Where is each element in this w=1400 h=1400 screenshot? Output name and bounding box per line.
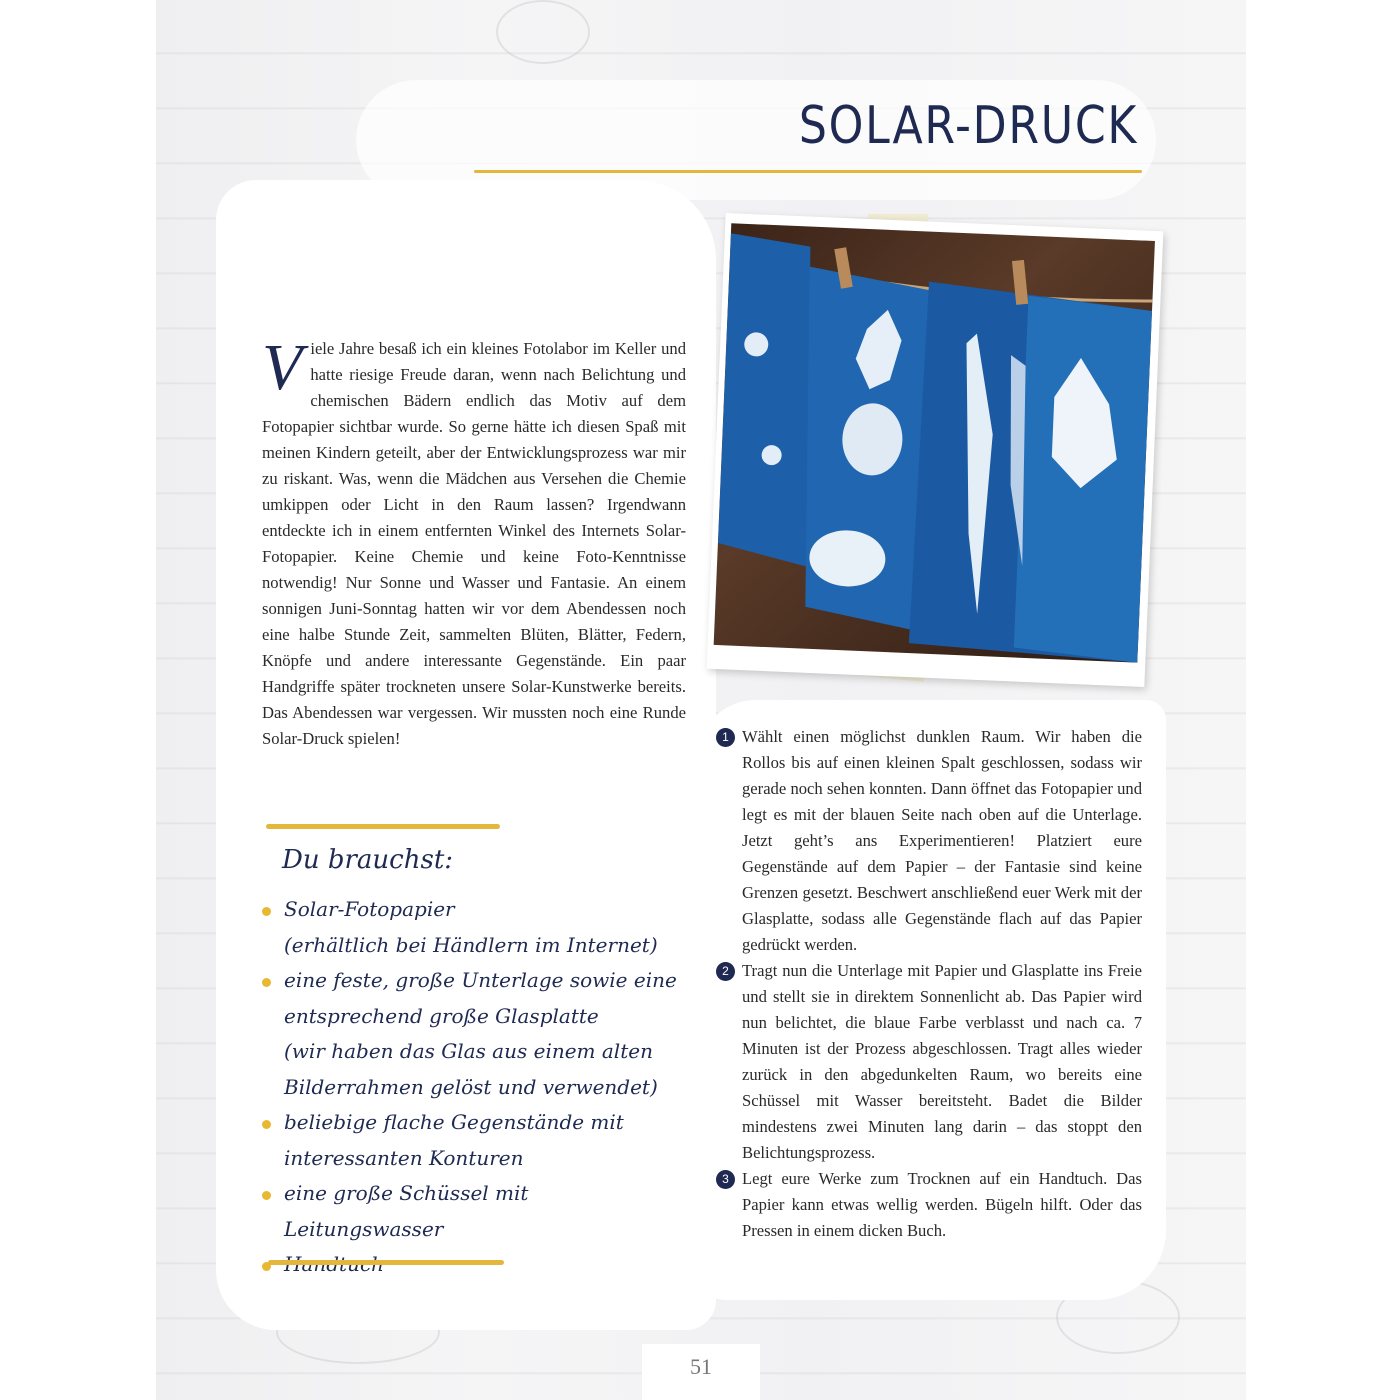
page-number-box — [642, 1344, 760, 1400]
list-item: eine große Schüssel mit Leitungswasser — [260, 1176, 680, 1247]
bullet-dot — [262, 907, 271, 916]
wood-knot — [496, 0, 590, 64]
cyanotype-prints-illustration — [714, 223, 1155, 662]
materials-list — [260, 892, 680, 1283]
step-number-badge: 2 — [716, 962, 735, 981]
step-number-badge: 3 — [716, 1170, 735, 1189]
intro-paragraph — [262, 331, 686, 752]
bullet-dot — [262, 978, 271, 987]
step-number-badge: 1 — [716, 728, 735, 747]
step-2: 2 Tragt nun die Unterlage mit Papier und Glasplatte ins Freie und stellt sie in direktem Sonnenlicht ab. Das Papier wird nun belichtet, die blaue Farbe verblasst und nach ca. 7 Minuten ist der Prozess abgeschlossen. Tragt alles wieder zurück in den abgedunkelten Raum, wo bereits eine Schüssel mit Wasser bereitsteht. Badet die Bilder mindestens zwei Minuten lang darin – das stoppt den Belichtungsprozess. — [716, 958, 1142, 1166]
drop-cap: V — [262, 331, 303, 404]
bullet-dot — [262, 1120, 271, 1129]
page-title: SOLAR-DRUCK — [798, 96, 1138, 156]
step-1: 1 Wählt einen möglichst dunklen Raum. Wir haben die Rollos bis auf einen kleinen Spalt geschlossen, sodass wir gerade noch sehen konnten. Dann öffnet das Fotopapier und legt es mit der blauen Seite nach oben auf die Unterlage. Jetzt geht’s ans Experimentieren! Platziert eure Gegenstände auf dem Papier – der Fantasie sind keine Grenzen gesetzt. Beschwert anschließend euer Werk mit der Glasplatte, sodass alle Gegenstände flach auf das Papier gedrückt werden. — [716, 724, 1142, 958]
yellow-brush-stroke-top — [266, 824, 500, 829]
book-page — [156, 0, 1246, 1400]
list-item: Solar-Fotopapier (erhältlich bei Händlern im Internet) — [260, 892, 680, 963]
list-item: eine feste, große Unterlage sowie eine entsprechend große Glasplatte (wir haben das Glas aus einem alten Bilderrahmen gelöst und verwendet) — [260, 963, 680, 1105]
cyanotype-photo — [714, 223, 1155, 662]
step-3: 3 Legt eure Werke zum Trocknen auf ein Handtuch. Das Papier kann etwas wellig werden. Bügeln hilft. Oder das Pressen in einem dicken Buch. — [716, 1166, 1142, 1244]
intro-text: iele Jahre besaß ich ein kleines Fotolabor im Keller und hatte riesige Freude daran, wenn nach Belichtung und chemischen Bädern endlich das Motiv auf dem Fotopapier sichtbar wurde. So gerne hätte ich diesen Spaß mit meinen Kindern geteilt, aber der Entwicklungsprozess war mir zu riskant. Was, wenn die Mädchen aus Versehen die Chemie umkippen oder Licht in den Raum lassen? Irgendwann entdeckte ich in einem entfernten Winkel des Internets Solar-Fotopapier. Keine Chemie und keine Foto-Kenntnisse notwendig! Nur Sonne und Wasser und Fantasie. An einem sonnigen Juni-Sonntag hatten wir vor dem Abendessen noch eine halbe Stunde Zeit, sammelten Blüten, Blätter, Federn, Knöpfe und andere interessante Gegenstände. Ein paar Handgriffe später trockneten unsere Solar-Kunstwerke bereits. Das Abendessen war vergessen. Wir mussten noch eine Runde Solar-Druck spielen! — [262, 339, 686, 748]
bullet-dot — [262, 1191, 271, 1200]
materials-heading: Du brauchst: — [282, 845, 454, 875]
page-number: 51 — [690, 1354, 712, 1379]
yellow-brush-stroke-bottom — [268, 1260, 504, 1265]
title-underline — [474, 170, 1142, 173]
instruction-steps — [716, 724, 1142, 1244]
photo-frame — [707, 213, 1164, 687]
list-item: beliebige flache Gegenstände mit interessanten Konturen — [260, 1105, 680, 1176]
